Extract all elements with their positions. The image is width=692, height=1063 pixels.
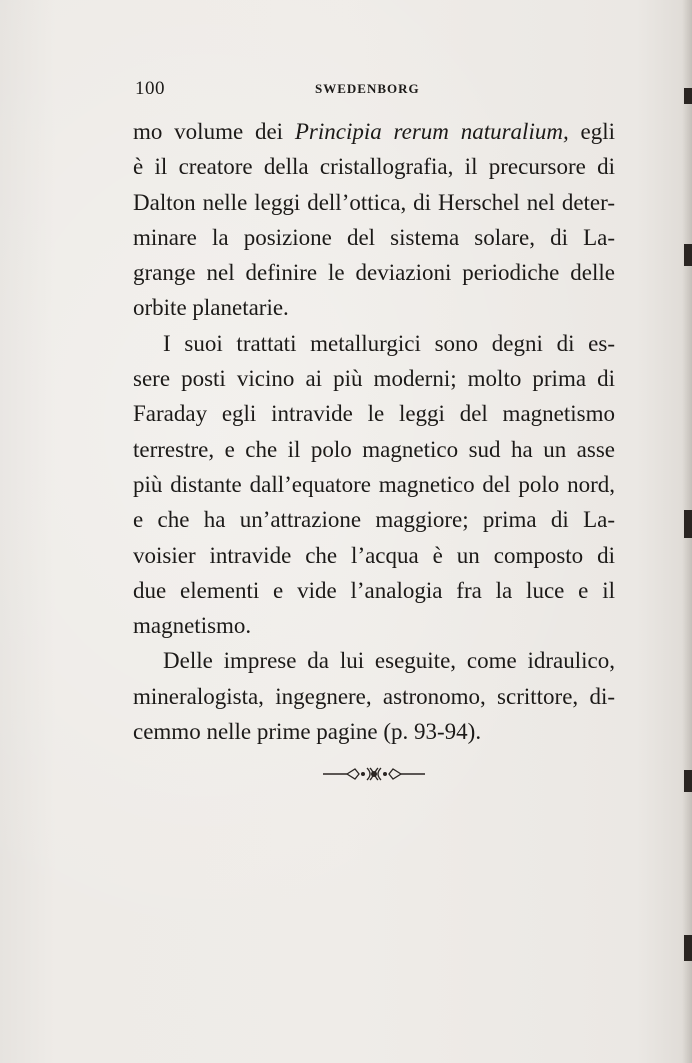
- text-line: è il creatore della cristallografia, il precursore di: [133, 154, 615, 180]
- text-line: cemmo nelle prime pagine (p. 93-94).: [133, 719, 482, 745]
- edge-mark: [684, 770, 692, 792]
- page-header: [135, 78, 535, 102]
- edge-mark: [684, 244, 692, 266]
- text-line: minare la posizione del sistema solare, di La-: [133, 224, 615, 250]
- text-line: [133, 114, 615, 149]
- italic-title: Principia rerum naturalium,: [294, 119, 569, 144]
- body-text: [133, 114, 615, 749]
- text-line: orbite planetarie.: [133, 295, 289, 321]
- text-line: più distante dall’equatore magnetico del polo nord,: [133, 471, 615, 497]
- edge-mark: [684, 935, 692, 961]
- edge-mark: [684, 88, 692, 104]
- text-line: due elementi e vide l’analogia fra la luce e il: [133, 577, 615, 603]
- text-line: e che ha un’attrazione maggiore; prima di La-: [133, 507, 615, 533]
- page-number: 100: [135, 78, 165, 99]
- text-line: voisier intravide che l’acqua è un composto di: [133, 542, 615, 568]
- fleuron-ornament-icon: [323, 764, 425, 784]
- text-line: Faraday egli intravide le leggi del magnetismo: [133, 401, 615, 427]
- running-head: SWEDENBORG: [315, 81, 420, 96]
- text-line: Dalton nelle leggi dell’ottica, di Herschel nel deter-: [133, 189, 615, 215]
- text-line: grange nel definire le deviazioni periodiche delle: [133, 260, 615, 286]
- text-line: terrestre, e che il polo magnetico sud ha un asse: [133, 436, 615, 462]
- text-line: sere posti vicino ai più moderni; molto prima di: [133, 366, 615, 392]
- text-line: magnetismo.: [133, 613, 252, 639]
- text-line: mineralogista, ingegnere, astronomo, scrittore, di-: [133, 683, 615, 709]
- text-line: Delle imprese da lui eseguite, come idraulico,: [163, 648, 615, 674]
- edge-mark: [684, 510, 692, 538]
- text-segment: egli: [568, 119, 615, 144]
- text-segment: mo volume dei: [133, 119, 295, 144]
- text-line: I suoi trattati metallurgici sono degni di es-: [163, 330, 615, 356]
